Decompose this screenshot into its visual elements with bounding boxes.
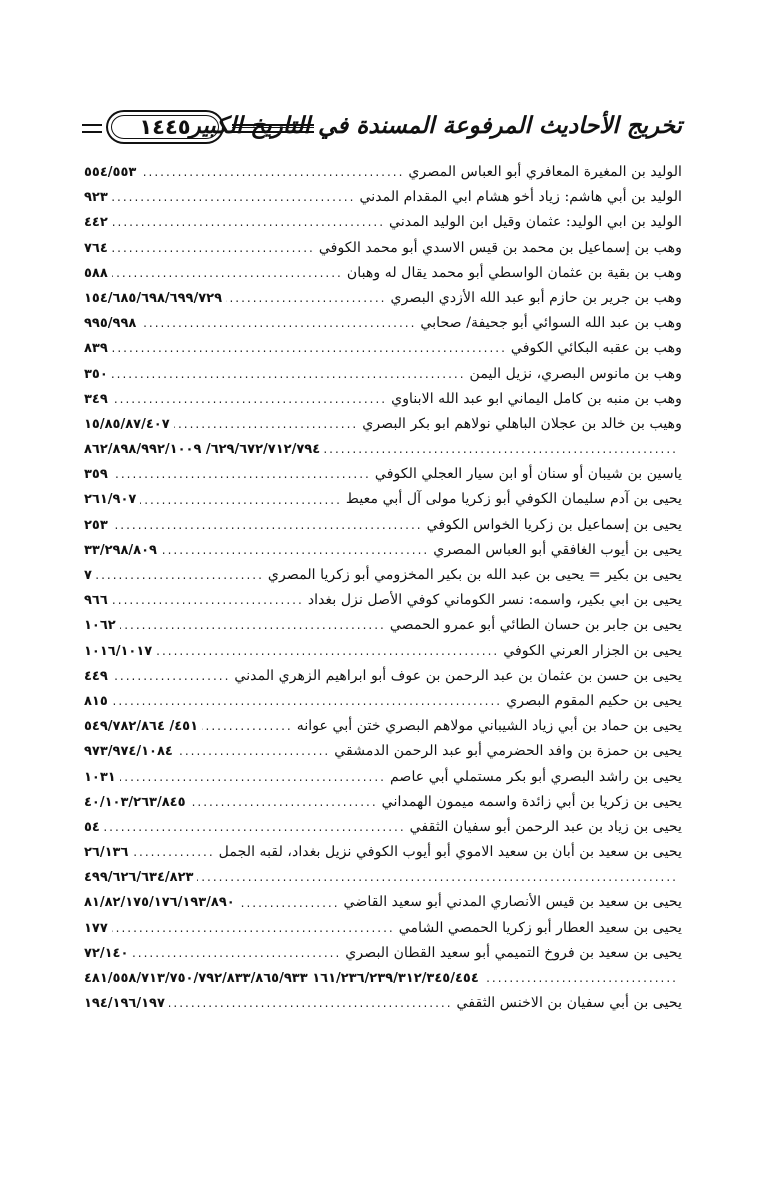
index-entry xyxy=(84,487,682,512)
entry-name: وهب بن إسماعيل بن محمد بن قيس الاسدي أبو محمد الكوفي xyxy=(318,239,682,256)
index-entry xyxy=(84,815,682,840)
dot-leader xyxy=(112,462,371,487)
index-entry xyxy=(84,261,682,286)
entry-name: يحيى بن زياد بن عبد الرحمن أبو سفيان الثقفي xyxy=(409,818,682,835)
entry-name: الوليد بن أبي هاشم: زياد أخو هشام ابي المقدام المدني xyxy=(359,189,682,206)
entry-references: ٨١٥ xyxy=(84,693,108,709)
index-entry xyxy=(84,890,682,915)
entry-name: يحيى بن سعيد بن فروخ التميمي أبو سعيد القطان البصري xyxy=(345,944,682,961)
entry-name: يحيى بن سعيد العطار أبو زكريا الحمصي الشامي xyxy=(398,919,682,936)
dot-leader xyxy=(190,790,378,815)
entry-name: وهب بن عقبه البكائي الكوفي xyxy=(510,340,682,357)
entry-references: ٢٦/١٣٦ xyxy=(84,845,129,861)
entry-name: يحيى بن إسماعيل بن زكريا الخواس الكوفي xyxy=(426,516,682,533)
index-entry xyxy=(84,840,682,865)
entry-references: ١٠١٦/١٠١٧ xyxy=(84,643,153,659)
entry-references: ٩٩٥/٩٩٨ xyxy=(84,316,137,332)
entry-name: وهب بن جرير بن حازم أبو عبد الله الأزدي البصري xyxy=(390,289,682,306)
dot-leader xyxy=(202,714,293,739)
running-title: تخريج الأحاديث المرفوعة المسندة في التاريخ الكبير xyxy=(189,112,682,139)
dot-leader xyxy=(112,185,356,210)
index-entry xyxy=(84,714,682,739)
entry-name: يحيى بن حسن بن عثمان بن عبد الرحمن بن عوف أبو ابراهيم الزهري المدني xyxy=(234,667,682,684)
index-entry xyxy=(84,286,682,311)
index-entry xyxy=(84,739,682,764)
entry-references: ٤٩٩/٦٢٦/٦٣٤/٨٢٣ xyxy=(84,870,194,886)
entry-references: ٤٤٩ xyxy=(84,668,108,684)
dot-leader xyxy=(112,362,466,387)
entry-references: ٤٥١/ ٥٤٩/٧٨٢/٨٦٤ xyxy=(84,719,199,735)
index-entry xyxy=(84,916,682,941)
index-entry-continuation xyxy=(84,865,682,890)
index-entry xyxy=(84,765,682,790)
entry-references: ١٠٣١ xyxy=(84,769,116,785)
dot-leader xyxy=(112,689,502,714)
dot-leader xyxy=(140,311,416,336)
entry-name: يحيى بن الجزار العرني الكوفي xyxy=(503,642,682,659)
entry-references: ٣٥٠ xyxy=(84,366,108,382)
entry-name: وهيب بن خالد بن عجلان الباهلي نولاهم ابو بكر البصري xyxy=(362,415,682,432)
dot-leader xyxy=(156,639,499,664)
dot-leader xyxy=(177,739,330,764)
entry-name: وهب بن منبه بن كامل اليماني ابو عبد الله الابناوي xyxy=(391,390,682,407)
entry-name: يحيى بن حكيم المقوم البصري xyxy=(506,692,682,709)
entry-references: ٨١/٨٢/١٧٥/١٧٦/١٩٣/٨٩٠ xyxy=(84,895,235,911)
index-entry xyxy=(84,387,682,412)
index-entry xyxy=(84,513,682,538)
dot-leader xyxy=(120,613,386,638)
entry-name: يحيى بن راشد البصري أبو بكر مستملي أبي عاصم xyxy=(389,768,682,785)
dot-leader xyxy=(112,236,315,261)
dot-leader xyxy=(140,160,404,185)
dot-leader xyxy=(140,488,342,513)
dot-leader xyxy=(112,336,507,361)
dot-leader xyxy=(324,437,678,462)
dot-leader xyxy=(197,865,678,890)
index-entry xyxy=(84,311,682,336)
index-entry xyxy=(84,941,682,966)
dot-leader xyxy=(483,966,678,991)
entry-name: الوليد بن المغيرة المعافري أبو العباس المصري xyxy=(408,164,682,180)
entry-references: ٩٦٦ xyxy=(84,593,108,609)
entry-name: يحيى بن بكير = يحيى بن عبد الله بن بكير المخزومي أبو زكريا المصري xyxy=(267,567,682,583)
entry-references: ٧ xyxy=(84,568,92,583)
entry-name: يحيى بن سعيد بن قيس الأنصاري المدني أبو سعيد القاضي xyxy=(343,894,682,911)
entry-name: يحيى بن حمزة بن وافد الحضرمي أبو عبد الرحمن الدمشقي xyxy=(334,743,682,760)
header-rule xyxy=(232,124,314,133)
index-entry xyxy=(84,991,682,1016)
entry-name: يحيى بن زكريا بن أبي زائدة واسمه ميمون الهمداني xyxy=(381,793,682,810)
dot-leader xyxy=(112,261,343,286)
entry-references: ١٥/٨٥/٨٧/٤٠٧ xyxy=(84,416,170,432)
entry-name: يحيى بن أبي سفيان بن الاخنس الثقفي xyxy=(456,995,682,1012)
page-number: ١٤٤٥ xyxy=(139,115,191,139)
entry-references: ٣٣/٢٩٨/٨٠٩ xyxy=(84,542,157,558)
entry-references: ١٠٦٢ xyxy=(84,618,116,634)
dot-leader xyxy=(104,815,406,840)
entry-references: ٤٠/١٠٣/٢٦٣/٨٤٥ xyxy=(84,794,186,810)
dot-leader xyxy=(132,840,214,865)
dot-leader xyxy=(174,412,359,437)
entry-name: يحيى بن حماد بن أبي زياد الشيباني مولاهم البصري ختن أبي عوانه xyxy=(296,718,682,735)
dot-leader xyxy=(96,563,264,588)
index-entry xyxy=(84,613,682,638)
entry-name: يحيى بن جابر بن حسان الطائي أبو عمرو الحمصي xyxy=(389,617,682,634)
entry-references: ٤٤٢ xyxy=(84,215,108,231)
index-entry xyxy=(84,689,682,714)
index-entry xyxy=(84,412,682,437)
index-entry xyxy=(84,210,682,235)
index-entry xyxy=(84,790,682,815)
header-rule-end xyxy=(82,124,102,133)
entry-references: ٩٢٣ xyxy=(84,190,108,206)
index-entry xyxy=(84,185,682,210)
entry-references: ٦٢٩/٦٧٢/٧١٢/٧٩٤/ ٨٦٢/٨٩٨/٩٩٢/١٠٠٩ xyxy=(84,442,321,458)
index-entry xyxy=(84,462,682,487)
entry-references: ٩٧٣/٩٧٤/١٠٨٤ xyxy=(84,744,173,760)
entry-name: وهب بن بقية بن عثمان الواسطي أبو محمد يقال له وهبان xyxy=(346,264,682,281)
page-number-badge xyxy=(106,110,224,144)
index-entry xyxy=(84,588,682,613)
dot-leader xyxy=(120,765,386,790)
dot-leader xyxy=(226,286,386,311)
index-entry xyxy=(84,639,682,664)
dot-leader xyxy=(112,387,387,412)
entry-references: ٨٣٩ xyxy=(84,341,108,357)
dot-leader xyxy=(161,538,429,563)
entry-name: وهب بن مانوس البصري، نزيل اليمن xyxy=(469,365,682,382)
dot-leader xyxy=(112,916,395,941)
entry-references: ١٥٤/٦٨٥/٦٩٨/٦٩٩/٧٢٩ xyxy=(84,290,223,306)
entry-references: ١٧٧ xyxy=(84,920,108,936)
entry-references: ٧٦٤ xyxy=(84,240,108,256)
index-list xyxy=(84,160,682,1016)
entry-name: يحيى بن سعيد بن أبان بن سعيد الاموي أبو أيوب الكوفي نزيل بغداد، لقبه الجمل xyxy=(218,844,682,861)
entry-references: ٥٤ xyxy=(84,819,100,835)
index-entry xyxy=(84,664,682,689)
entry-references: ٢٥٣ xyxy=(84,517,108,533)
entry-references: ٢٦١/٩٠٧ xyxy=(84,492,137,508)
index-entry xyxy=(84,236,682,261)
index-entry xyxy=(84,563,682,588)
entry-name: وهب بن عبد الله السوائي أبو جحيفة/ صحابي xyxy=(420,315,682,332)
entry-name: يحيى بن آدم سليمان الكوفي أبو زكريا مولى آل أبي معيط xyxy=(345,491,682,508)
entry-name: ياسين بن شيبان أو سنان أو ابن سيار العجلي الكوفي xyxy=(374,466,682,483)
entry-references: ٣٤٩ xyxy=(84,391,108,407)
dot-leader xyxy=(239,891,340,916)
index-entry-continuation xyxy=(84,437,682,462)
entry-references: ٣٥٩ xyxy=(84,467,108,483)
dot-leader xyxy=(112,210,385,235)
entry-name: يحيى بن ابي بكير، واسمه: نسر الكوماني كوفي الأصل نزل بغداد xyxy=(307,592,682,609)
dot-leader xyxy=(112,513,423,538)
entry-references: ٧٢/١٤٠ xyxy=(84,945,129,961)
index-entry xyxy=(84,538,682,563)
entry-name: يحيى بن أيوب الغافقي أبو العباس المصري xyxy=(433,541,682,558)
index-entry xyxy=(84,336,682,361)
dot-leader xyxy=(132,941,341,966)
dot-leader xyxy=(112,664,231,689)
entry-references: ١٦١/٢٣٦/٢٣٩/٣١٢/٣٤٥/٤٥٤ ٤٨١/٥٥٨/٧١٣/٧٥٠/٧٩٢/٨٣٣/٨٦٥/٩٣٣ xyxy=(84,971,479,986)
entry-references: ٥٥٤/٥٥٣ xyxy=(84,165,137,180)
entry-references: ٥٨٨ xyxy=(84,265,108,281)
page-header xyxy=(82,108,682,152)
dot-leader xyxy=(169,991,453,1016)
index-entry-continuation xyxy=(84,966,682,991)
entry-name: الوليد بن ابي الوليد: عثمان وقيل ابن الوليد المدني xyxy=(389,214,682,231)
dot-leader xyxy=(112,588,304,613)
index-entry xyxy=(84,160,682,185)
index-entry xyxy=(84,362,682,387)
entry-references: ١٩٤/١٩٦/١٩٧ xyxy=(84,996,165,1012)
